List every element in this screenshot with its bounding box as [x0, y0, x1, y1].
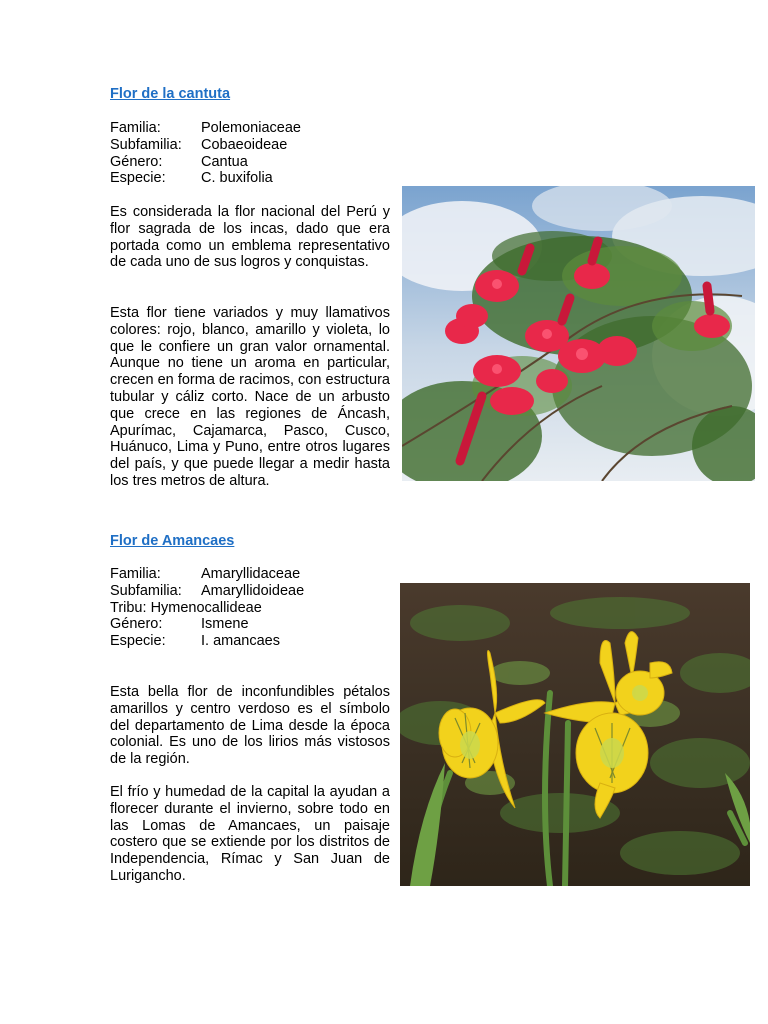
- taxonomy-row-especie: [110, 633, 400, 650]
- taxonomy-label: Familia:: [110, 120, 161, 136]
- taxonomy-value: C. buxifolia: [201, 170, 273, 187]
- taxonomy-label: Género:: [110, 153, 163, 170]
- taxonomy-row-familia: [110, 566, 400, 583]
- cantuta-taxonomy: [110, 120, 400, 187]
- cantuta-photo: [402, 186, 755, 481]
- taxonomy-label: Subfamilia:: [110, 582, 182, 599]
- cantuta-paragraph-1: Es considerada la flor nacional del Perú y flor sagrada de los incas, dado que era portada como un emblema representativo de cada uno de sus logros y conquistas.: [110, 204, 390, 271]
- taxonomy-row-genero: [110, 154, 400, 171]
- taxonomy-row-subfamilia: [110, 137, 400, 154]
- taxonomy-value: I. amancaes: [201, 633, 280, 650]
- taxonomy-row-subfamilia: [110, 583, 400, 600]
- taxonomy-label: Tribu:: [110, 599, 147, 616]
- amancaes-taxonomy: [110, 566, 400, 650]
- taxonomy-row-especie: [110, 170, 400, 187]
- cantuta-title[interactable]: Flor de la cantuta: [110, 86, 231, 102]
- taxonomy-value: Cobaeoideae: [201, 136, 288, 153]
- amancaes-title[interactable]: Flor de Amancaes: [110, 533, 235, 549]
- taxonomy-row-genero: [110, 616, 400, 633]
- taxonomy-row-tribu: [110, 600, 400, 617]
- taxonomy-label: Familia:: [110, 566, 161, 582]
- amancaes-photo: [400, 583, 750, 886]
- taxonomy-row-familia: [110, 120, 400, 137]
- taxonomy-value: Hymenocallideae: [150, 599, 262, 616]
- taxonomy-value: Amaryllidoideae: [201, 582, 305, 599]
- taxonomy-label: Género:: [110, 616, 163, 633]
- taxonomy-value: Cantua: [201, 153, 248, 170]
- taxonomy-label: Subfamilia:: [110, 136, 182, 153]
- taxonomy-label: Especie:: [110, 633, 166, 650]
- taxonomy-value: Ismene: [201, 616, 249, 633]
- amancaes-paragraph-1: Esta bella flor de inconfundibles pétalos amarillos y centro verdoso es el símbolo del departamento de Lima desde la época colonial. Es uno de los lirios más vistosos de la región.: [110, 684, 390, 768]
- taxonomy-label: Especie:: [110, 170, 166, 187]
- amancaes-paragraph-2: El frío y humedad de la capital la ayudan a florecer durante el invierno, sobre todo en las Lomas de Amancaes, un paisaje costero que se extiende por los distritos de Independencia, Rímac y San Juan de Lurigancho.: [110, 784, 390, 884]
- taxonomy-value: Amaryllidaceae: [201, 566, 301, 582]
- taxonomy-value: Polemoniaceae: [201, 120, 301, 136]
- cantuta-paragraph-2: Esta flor tiene variados y muy llamativos colores: rojo, blanco, amarillo y violeta, lo que le confiere un gran valor ornamental. Aunque no tiene un aroma en particular, crecen en forma de racimos, con estructura tubular y cáliz corto. Nace de un arbusto que crece en las regiones de Áncash, Apurímac, Cajamarca, Pasco, Cusco, Huánuco, Lima y Puno, entre otros lugares del país, y que puede llegar a medir hasta los tres metros de altura.: [110, 305, 390, 489]
